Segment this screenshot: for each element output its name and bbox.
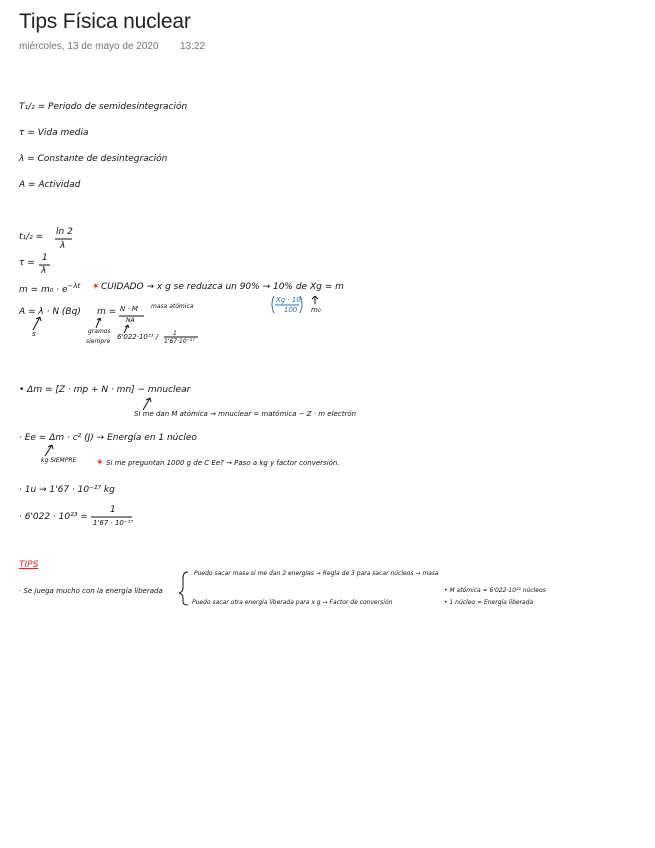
arrow-to-grams <box>96 318 101 328</box>
page-date: miércoles, 13 de mayo de 2020 <box>19 41 159 52</box>
arrow-to-seconds <box>33 317 41 330</box>
mass-note: masa atómica <box>151 303 194 310</box>
blue-paren-left <box>272 296 274 313</box>
energy-note: kg SIEMPRE <box>41 457 77 464</box>
avogadro-fraction-numerator: 1 <box>173 330 177 337</box>
decay-law <box>19 283 80 295</box>
decay-law-base: m = m₀ · e <box>19 285 68 295</box>
avogadro-equation-lhs: · 6'022 · 10²³ = <box>19 512 88 522</box>
page-title: Tips Física nuclear <box>19 10 191 33</box>
mass-formula-denominator: NA <box>126 317 135 324</box>
definition-mean-life <box>19 129 88 138</box>
tips-brace <box>179 572 188 605</box>
avogadro-fraction-denominator: 1'67·10⁻²⁷ <box>164 338 195 345</box>
cuidado-note: CUIDADO → x g se reduzca un 90% → 10% de Xg = m <box>101 282 344 292</box>
page-time: 13:22 <box>180 41 206 52</box>
avogadro-equation-denominator: 1'67 · 10⁻²⁷ <box>93 519 134 527</box>
tips-side-1: • M atómica = 6'022·10²³ núcleos <box>444 587 546 594</box>
mean-life-lhs: τ = <box>19 258 35 268</box>
tips-main: · Se juega mucho con la energía liberada <box>19 587 163 595</box>
definition-symbol: T₁/₂ <box>19 102 35 112</box>
avogadro-value: 6'022·10²³ / <box>117 333 159 341</box>
definition-half-life <box>19 103 187 112</box>
blue-fraction-numerator: Xg · 10 <box>276 296 301 304</box>
m0-label: m₀ <box>311 306 321 314</box>
arrow-energy-kg <box>45 445 53 456</box>
arrow-mass-defect <box>143 398 151 410</box>
definition-text: = Periodo de semidesintegración <box>37 102 188 112</box>
definition-text: = Vida media <box>27 128 89 138</box>
half-life-denominator: λ <box>60 241 66 251</box>
decay-law-exponent: −λt <box>67 282 81 290</box>
tips-branch-bottom: Puedo sacar otra energía liberada para x g → Factor de conversión <box>192 599 393 606</box>
cuidado-star-icon: ✶ <box>92 282 100 292</box>
avogadro-equation-numerator: 1 <box>110 505 116 515</box>
arrow-to-m0 <box>312 296 318 304</box>
grams-note-1: gramos <box>88 328 111 335</box>
mass-defect-note: Si me dan M atómica → mnuclear = matómica − Z · m electrón <box>134 410 357 418</box>
mean-life-numerator: 1 <box>42 253 48 263</box>
definition-text: = Actividad <box>28 180 81 190</box>
half-life-lhs: t₁/₂ = <box>19 232 44 242</box>
mass-formula-numerator: N · M <box>120 305 138 313</box>
definition-text: = Constante de desintegración <box>27 154 168 164</box>
atomic-mass-unit: · 1u → 1'67 · 10⁻²⁷ kg <box>19 485 115 495</box>
energy-question: Si me preguntan 1000 g de C Ee? → Paso a kg y factor conversión. <box>106 459 340 467</box>
mass-defect-formula: • Δm = [Z · mp + N · mn] − mnuclear <box>19 385 191 395</box>
energy-formula: · Ee = Δm · c² (J) → Energía en 1 núcleo <box>19 433 197 443</box>
seconds-label: s <box>32 330 36 338</box>
mass-formula-lhs: m = <box>97 307 117 317</box>
grams-note-2: siempre <box>86 338 111 345</box>
arrow-to-avogadro <box>124 325 129 333</box>
question-star-icon: ✶ <box>96 458 104 468</box>
mean-life-denominator: λ <box>41 266 47 276</box>
tips-side-2: • 1 núcleo = Energía liberada <box>444 599 534 606</box>
definition-decay-constant <box>19 155 167 164</box>
tips-branch-top: Puedo sacar masa si me dan 2 energías → Regla de 3 para sacar núcleos → masa <box>194 570 439 577</box>
definition-symbol: τ <box>19 128 25 138</box>
blue-fraction-denominator: 100 <box>284 306 298 314</box>
definition-activity <box>19 181 80 190</box>
definition-symbol: A <box>19 180 26 190</box>
tips-heading: TIPS <box>19 560 39 570</box>
half-life-numerator: ln 2 <box>56 227 73 237</box>
activity-formula: A = λ · N (Bq) <box>19 307 81 317</box>
definition-symbol: λ <box>19 154 25 164</box>
